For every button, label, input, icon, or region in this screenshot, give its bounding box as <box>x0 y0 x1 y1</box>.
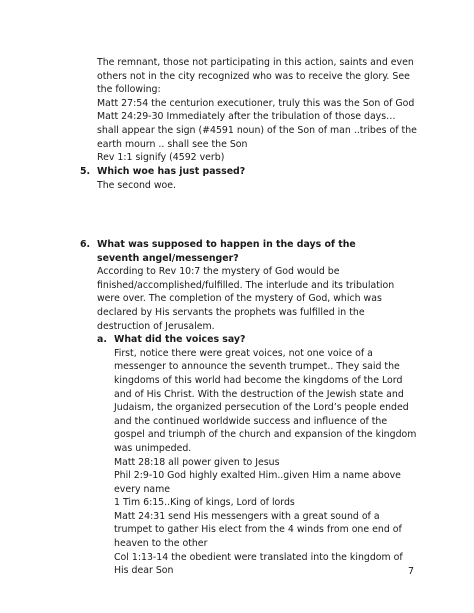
question-6a-line-3: Phil 2:9-10 God highly exalted Him..given Him a name above every name <box>114 470 401 495</box>
intro-paragraph <box>97 56 417 165</box>
question-5-answer-text: The second woe. <box>97 179 176 191</box>
question-6a-text: What did the voices say? <box>114 334 246 346</box>
question-6a-answer <box>114 347 419 578</box>
question-6a-letter: a. <box>97 334 107 346</box>
question-6-number: 6. <box>80 239 91 250</box>
question-5 <box>80 165 425 192</box>
question-6a-line-2: Matt 28:18 all power given to Jesus <box>114 456 280 468</box>
question-6-text: What was supposed to happen in the days of the seventh angel/messenger? <box>97 239 356 264</box>
intro-line-1: The remnant, those not participating in this action, saints and even others not in the city recognized who was to receive the glory. See the following: <box>97 57 414 96</box>
question-6-answer-text: According to Rev 10:7 the mystery of God would be finished/accomplished/fulfilled. The interlude and its tribulation were over. The completion of the mystery of God, which was declared by His servants the prophets was fulfilled in the destruction of Jerusalem. <box>97 266 395 332</box>
question-6a <box>97 333 415 578</box>
intro-line-3: Matt 24:29-30 Immediately after the tribulation of those days…shall appear the sign (#4591 noun) of the Son of man ..tribes of the earth mourn .. shall see the Son <box>97 111 417 150</box>
intro-line-2: Matt 27:54 the centurion executioner, truly this was the Son of God <box>97 97 415 109</box>
question-6 <box>80 238 425 578</box>
question-6a-line-5: Matt 24:31 send His messengers with a great sound of a trumpet to gather His elect from the 4 winds from one end of heaven to the other <box>114 510 402 550</box>
question-6a-line-4: 1 Tim 6:15..King of kings, Lord of lords <box>114 497 295 509</box>
question-5-text: Which woe has just passed? <box>97 166 246 177</box>
question-5-number: 5. <box>80 166 91 177</box>
question-6a-line-1: First, notice there were great voices, not one voice of a messenger to announce the seventh trumpet.. They said the kingdoms of this world had become the kingdoms of the Lord and of His Christ. With the destruction of the Jewish state and Judaism, the organized persecution of the Lord’s people ended and the continued worldwide success and influence of the gospel and triumph of the church and expansion of the kingdom was unimpeded. <box>114 347 417 454</box>
page-number: 7 <box>408 566 414 577</box>
question-6-answer <box>97 265 415 333</box>
intro-line-4: Rev 1:1 signify (4592 verb) <box>97 152 225 164</box>
question-6a-line-6: Col 1:13-14 the obedient were translated into the kingdom of His dear Son <box>114 551 403 577</box>
question-5-answer <box>97 179 425 193</box>
